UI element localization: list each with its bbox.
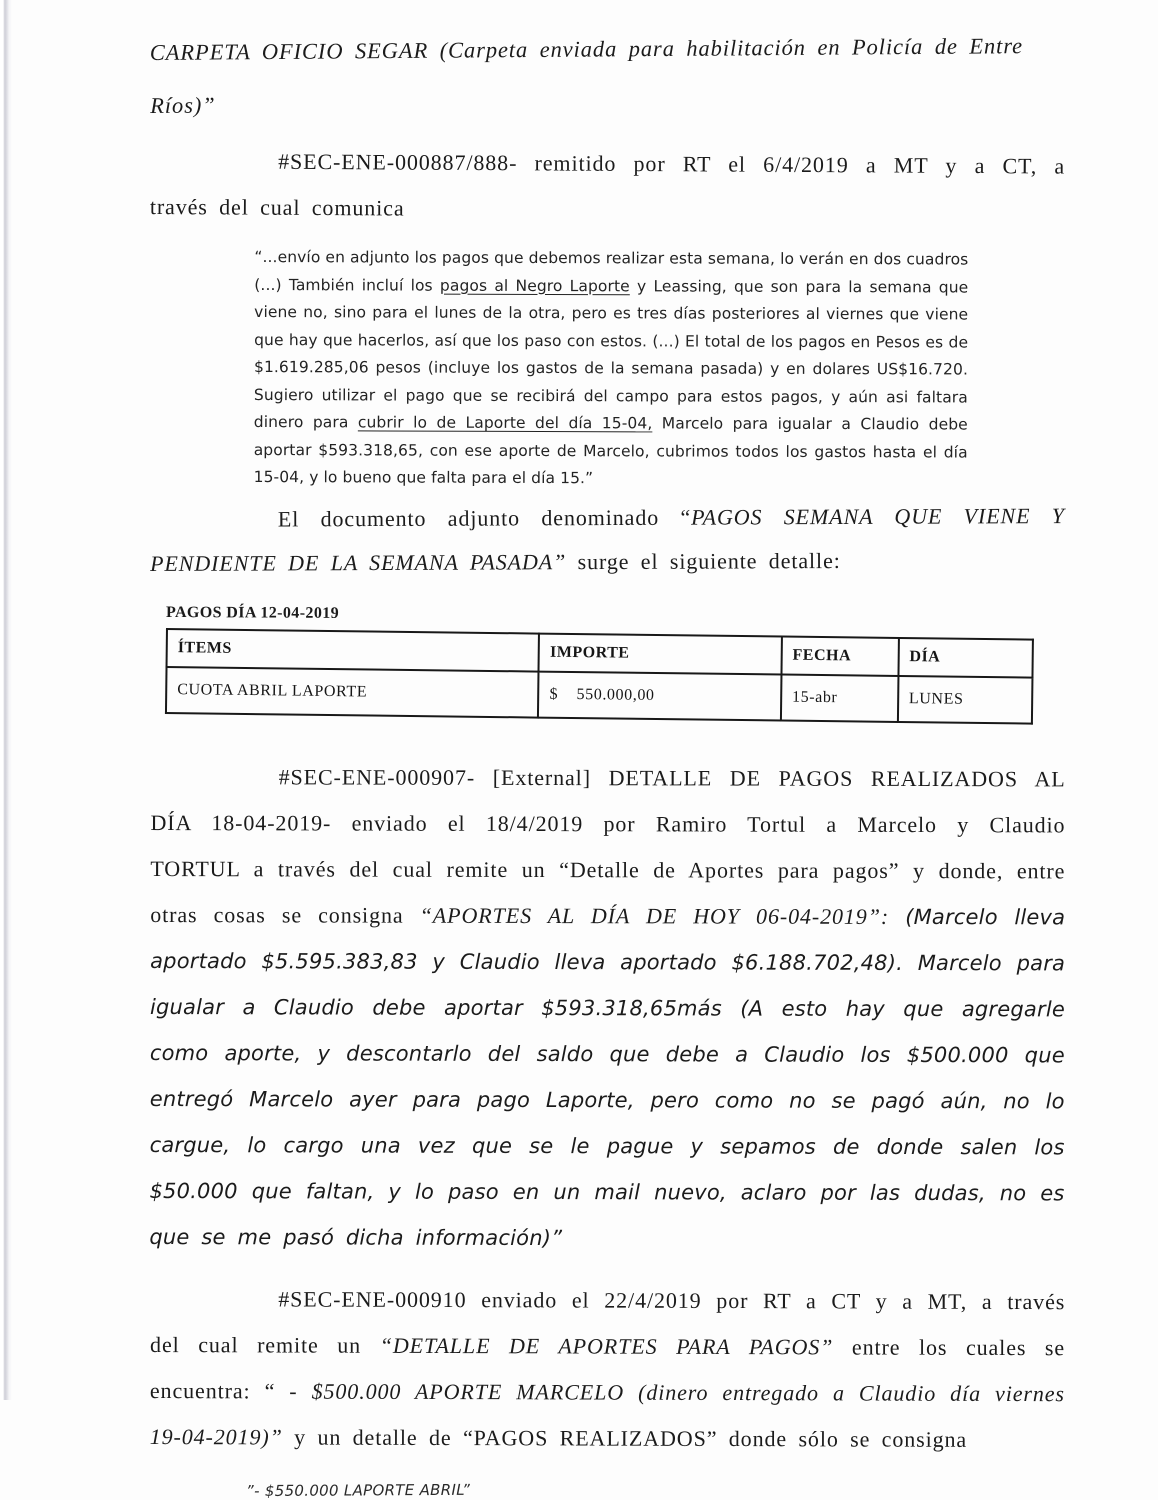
payments-table bbox=[165, 628, 1034, 725]
aporte-marcelo-italic: - $500.000 APORTE MARCELO (dinero entregado a Claudio día viernes 19-04-2019)” bbox=[149, 1377, 1065, 1449]
payments-table-wrapper bbox=[165, 628, 1034, 725]
paragraph-documento-adjunto bbox=[150, 494, 1065, 586]
quoted-detail-script: (Marcelo lleva aportado $5.595.383,83 y Claudio lleva aportado $6.188.702,48). Marcelo para igualar a Claudio debe aportar $593.318,65más (A esto hay que agregarle como aporte, y descontarlo del saldo que debe a Claudio los $500.000 que entregó Marcelo ayer para pago Laporte, pero como no se pagó aún, no lo cargue, lo cargo una vez que se le pague y sepamos de donde salen los $50.000 que faltan, y lo paso en un mail nuevo, aclaro por las dudas, no es que se me pasó dicha información)” bbox=[149, 904, 1066, 1250]
scan-edge-shadow bbox=[0, 0, 12, 1400]
quote-text: “...envío en adjunto los pagos que debemos realizar esta semana, lo verán en dos cuadros (...) También incluí los bbox=[254, 248, 969, 295]
paragraph-sec-ene-000910 bbox=[150, 1276, 1066, 1463]
table-caption-pagos-dia: PAGOS DÍA 12-04-2019 bbox=[165, 603, 340, 622]
cell-items: CUOTA ABRIL LAPORTE bbox=[166, 667, 539, 718]
column-header-fecha: FECHA bbox=[781, 636, 898, 675]
paragraph-text: #SEC-ENE-000907- [External] DETALLE DE PAGOS REALIZADOS AL DÍA 18-04-2019- enviado el 18/4/2019 por Ramiro Tortul a Marcelo y Claudio TORTUL a través del cual remite un “Detalle de Aportes para pagos” y donde, entre otras cosas se consigna bbox=[150, 763, 1066, 928]
paragraph-sec-ene-000907 bbox=[149, 754, 1065, 1262]
cell-fecha: 15-abr bbox=[781, 674, 898, 721]
column-header-importe: IMPORTE bbox=[539, 633, 782, 674]
cell-dia: LUNES bbox=[898, 675, 1033, 723]
paragraph-text: El documento adjunto denominado “ bbox=[277, 504, 692, 531]
document-page bbox=[150, 16, 1065, 1500]
quote-underlined-pagos-laporte: pagos al Negro Laporte bbox=[439, 276, 630, 295]
paragraph-text: y un detalle de “PAGOS REALIZADOS” donde sólo se consigna bbox=[282, 1423, 968, 1452]
paragraph-text: entre los cuales se encuentra: “ bbox=[149, 1333, 1066, 1403]
paragraph-carpeta-oficio-segar: CARPETA OFICIO SEGAR (Carpeta enviada para habilitación en Policía de Entre Ríos)” bbox=[149, 33, 1024, 118]
column-header-dia: DÍA bbox=[898, 637, 1033, 677]
aportes-title-italic: “APORTES AL DÍA DE HOY 06-04-2019”: bbox=[419, 902, 906, 929]
detalle-aportes-title-italic: “DETALLE DE APORTES PARA PAGOS” bbox=[379, 1332, 834, 1359]
paragraph-text: #SEC-ENE-000910 enviado el 22/4/2019 por RT a CT y a MT, a través del cual remite un bbox=[150, 1285, 1066, 1358]
paragraph-text: surge el siguiente detalle: bbox=[566, 547, 841, 574]
document-title-italic: PAGOS SEMANA QUE VIENE Y PENDIENTE DE LA SEMANA PASADA” bbox=[150, 502, 1065, 576]
final-quote-laporte-abril: ”- $550.000 LAPORTE ABRIL” bbox=[245, 1480, 471, 1500]
column-header-items: ÍTEMS bbox=[167, 629, 540, 672]
cell-importe: $ 550.000,00 bbox=[538, 671, 781, 720]
quote-underlined-cubrir-laporte: cubrir lo de Laporte del día 15-04, bbox=[357, 413, 653, 433]
paragraph-sec-ene-000887: #SEC-ENE-000887/888- remitido por RT el 6/4/2019 a MT y a CT, a través del cual comunica bbox=[149, 148, 1066, 221]
blockquote-email-000887 bbox=[254, 244, 969, 494]
quote-text: y Leassing, que son para la semana que viene no, sino para el lunes de la otra, pero es tres días posteriores al viernes que viene que hay que hacerlos, así que los paso con estos. (...) El total de los pagos en Pesos es de $1.619.285,06 pesos (incluye los gastos de la semana pasada) y en dolares US$16.720. Sugiero utilizar el pago que se recibirá del campo para estos pagos, y aún asi faltara dinero para bbox=[253, 276, 969, 432]
quote-text: Marcelo para igualar a Claudio debe aportar $593.318,65, con ese aporte de Marcelo, cubrimos todos los gastos hasta el día 15-04, y lo bueno que falta para el día 15.” bbox=[253, 414, 968, 488]
